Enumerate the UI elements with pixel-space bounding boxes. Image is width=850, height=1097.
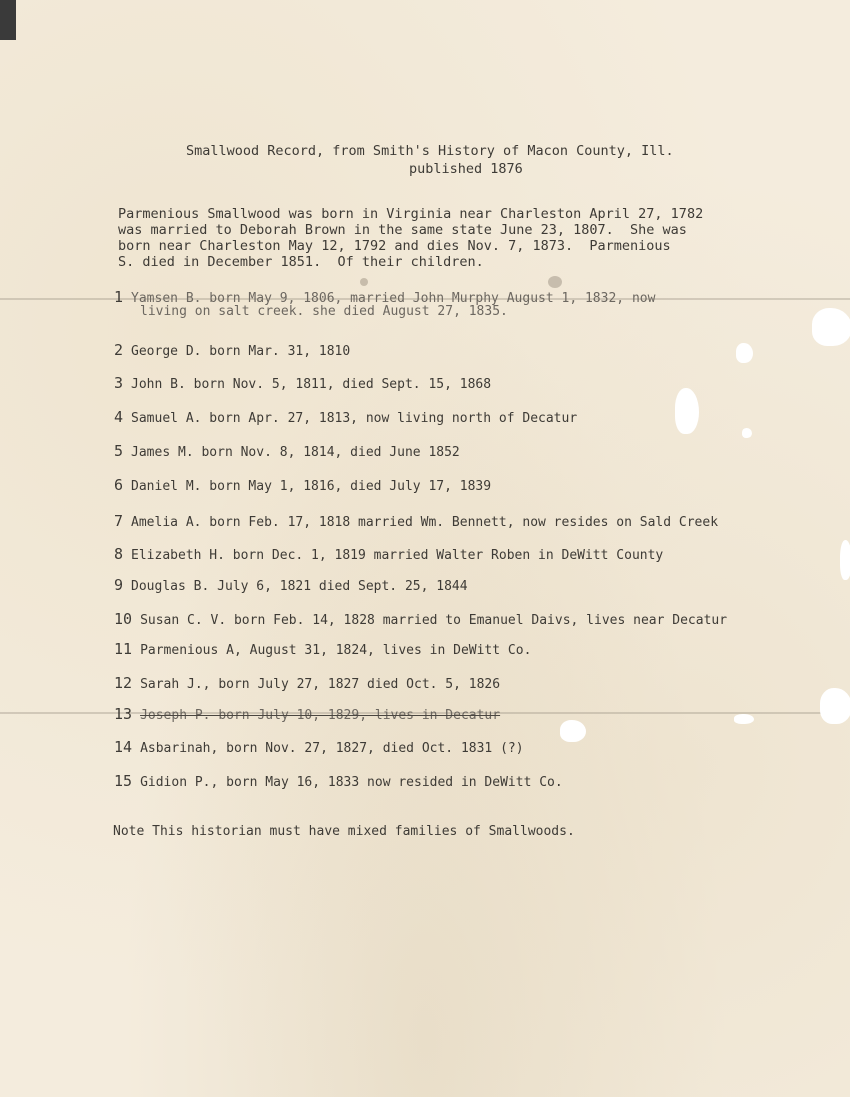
- entry-text: George D. born Mar. 31, 1810: [131, 344, 351, 359]
- page-title: Smallwood Record, from Smith's History of Macon County, Ill.: [186, 143, 674, 159]
- child-entry: [114, 341, 350, 359]
- entry-text: John B. born Nov. 5, 1811, died Sept. 15, 1868: [131, 377, 492, 392]
- child-entry: [114, 288, 656, 319]
- entry-number: 12: [114, 674, 133, 692]
- entry-number: 3: [114, 374, 124, 392]
- paper-hole: [736, 343, 753, 363]
- child-entry: [114, 610, 727, 628]
- child-entry: [114, 408, 577, 426]
- entry-number: 4: [114, 408, 124, 426]
- entry-text: Yamsen B. born May 9, 1806, married John Murphy August 1, 1832, now: [131, 291, 656, 306]
- intro-line: born near Charleston May 12, 1792 and dies Nov. 7, 1873. Parmenious: [118, 238, 671, 254]
- entry-text: Sarah J., born July 27, 1827 died Oct. 5, 1826: [140, 677, 501, 692]
- entry-number: 13: [114, 705, 133, 723]
- entry-text: Gidion P., born May 16, 1833 now resided in DeWitt Co.: [140, 775, 563, 790]
- stain: [360, 278, 368, 286]
- entry-number: 7: [114, 512, 124, 530]
- entry-number: 15: [114, 772, 133, 790]
- entry-number: 1: [114, 288, 124, 306]
- paper-hole: [812, 308, 850, 346]
- child-entry: [114, 705, 500, 723]
- paper-hole: [840, 540, 850, 580]
- paper-hole: [820, 688, 850, 724]
- entry-text: Amelia A. born Feb. 17, 1818 married Wm. Bennett, now resides on Sald Creek: [131, 515, 719, 530]
- entry-number: 6: [114, 476, 124, 494]
- entry-number: 5: [114, 442, 124, 460]
- entry-text: Samuel A. born Apr. 27, 1813, now living north of Decatur: [131, 411, 578, 426]
- entry-number: 10: [114, 610, 133, 628]
- entry-text: Asbarinah, born Nov. 27, 1827, died Oct. 1831 (?): [140, 741, 524, 756]
- entry-text: James M. born Nov. 8, 1814, died June 1852: [131, 445, 460, 460]
- child-entry: [114, 545, 663, 563]
- entry-text: Joseph P. born July 10, 1829, lives in Decatur: [140, 708, 501, 723]
- scan-corner: [0, 0, 16, 40]
- entry-continuation: living on salt creek. she died August 27, 1835.: [140, 304, 508, 319]
- child-entry: [114, 374, 491, 392]
- child-entry: [114, 674, 500, 692]
- intro-line: Parmenious Smallwood was born in Virginia near Charleston April 27, 1782: [118, 206, 704, 222]
- note-text: Note This historian must have mixed families of Smallwoods.: [113, 824, 575, 839]
- child-entry: [114, 476, 491, 494]
- entry-number: 2: [114, 341, 124, 359]
- child-entry: [114, 772, 563, 790]
- child-entry: [114, 576, 468, 594]
- entry-number: 8: [114, 545, 124, 563]
- entry-text: Douglas B. July 6, 1821 died Sept. 25, 1844: [131, 579, 468, 594]
- entry-number: 11: [114, 640, 133, 658]
- entry-number: 9: [114, 576, 124, 594]
- child-entry: [114, 442, 460, 460]
- intro-line: was married to Deborah Brown in the same state June 23, 1807. She was: [118, 222, 687, 238]
- child-entry: [114, 640, 531, 658]
- entry-text: Parmenious A, August 31, 1824, lives in DeWitt Co.: [140, 643, 532, 658]
- page-subtitle: published 1876: [409, 161, 523, 177]
- paper-hole: [675, 388, 699, 434]
- entry-text: Daniel M. born May 1, 1816, died July 17, 1839: [131, 479, 492, 494]
- paper-hole: [560, 720, 586, 742]
- intro-paragraph: [118, 206, 703, 270]
- paper-hole: [742, 428, 752, 438]
- child-entry: [114, 512, 718, 530]
- paper-hole: [734, 714, 754, 724]
- child-entry: [114, 738, 524, 756]
- intro-line: S. died in December 1851. Of their children.: [118, 254, 484, 270]
- entry-text: Susan C. V. born Feb. 14, 1828 married to Emanuel Daivs, lives near Decatur: [140, 613, 728, 628]
- entry-text: Elizabeth H. born Dec. 1, 1819 married Walter Roben in DeWitt County: [131, 548, 664, 563]
- entry-number: 14: [114, 738, 133, 756]
- stain: [548, 276, 562, 288]
